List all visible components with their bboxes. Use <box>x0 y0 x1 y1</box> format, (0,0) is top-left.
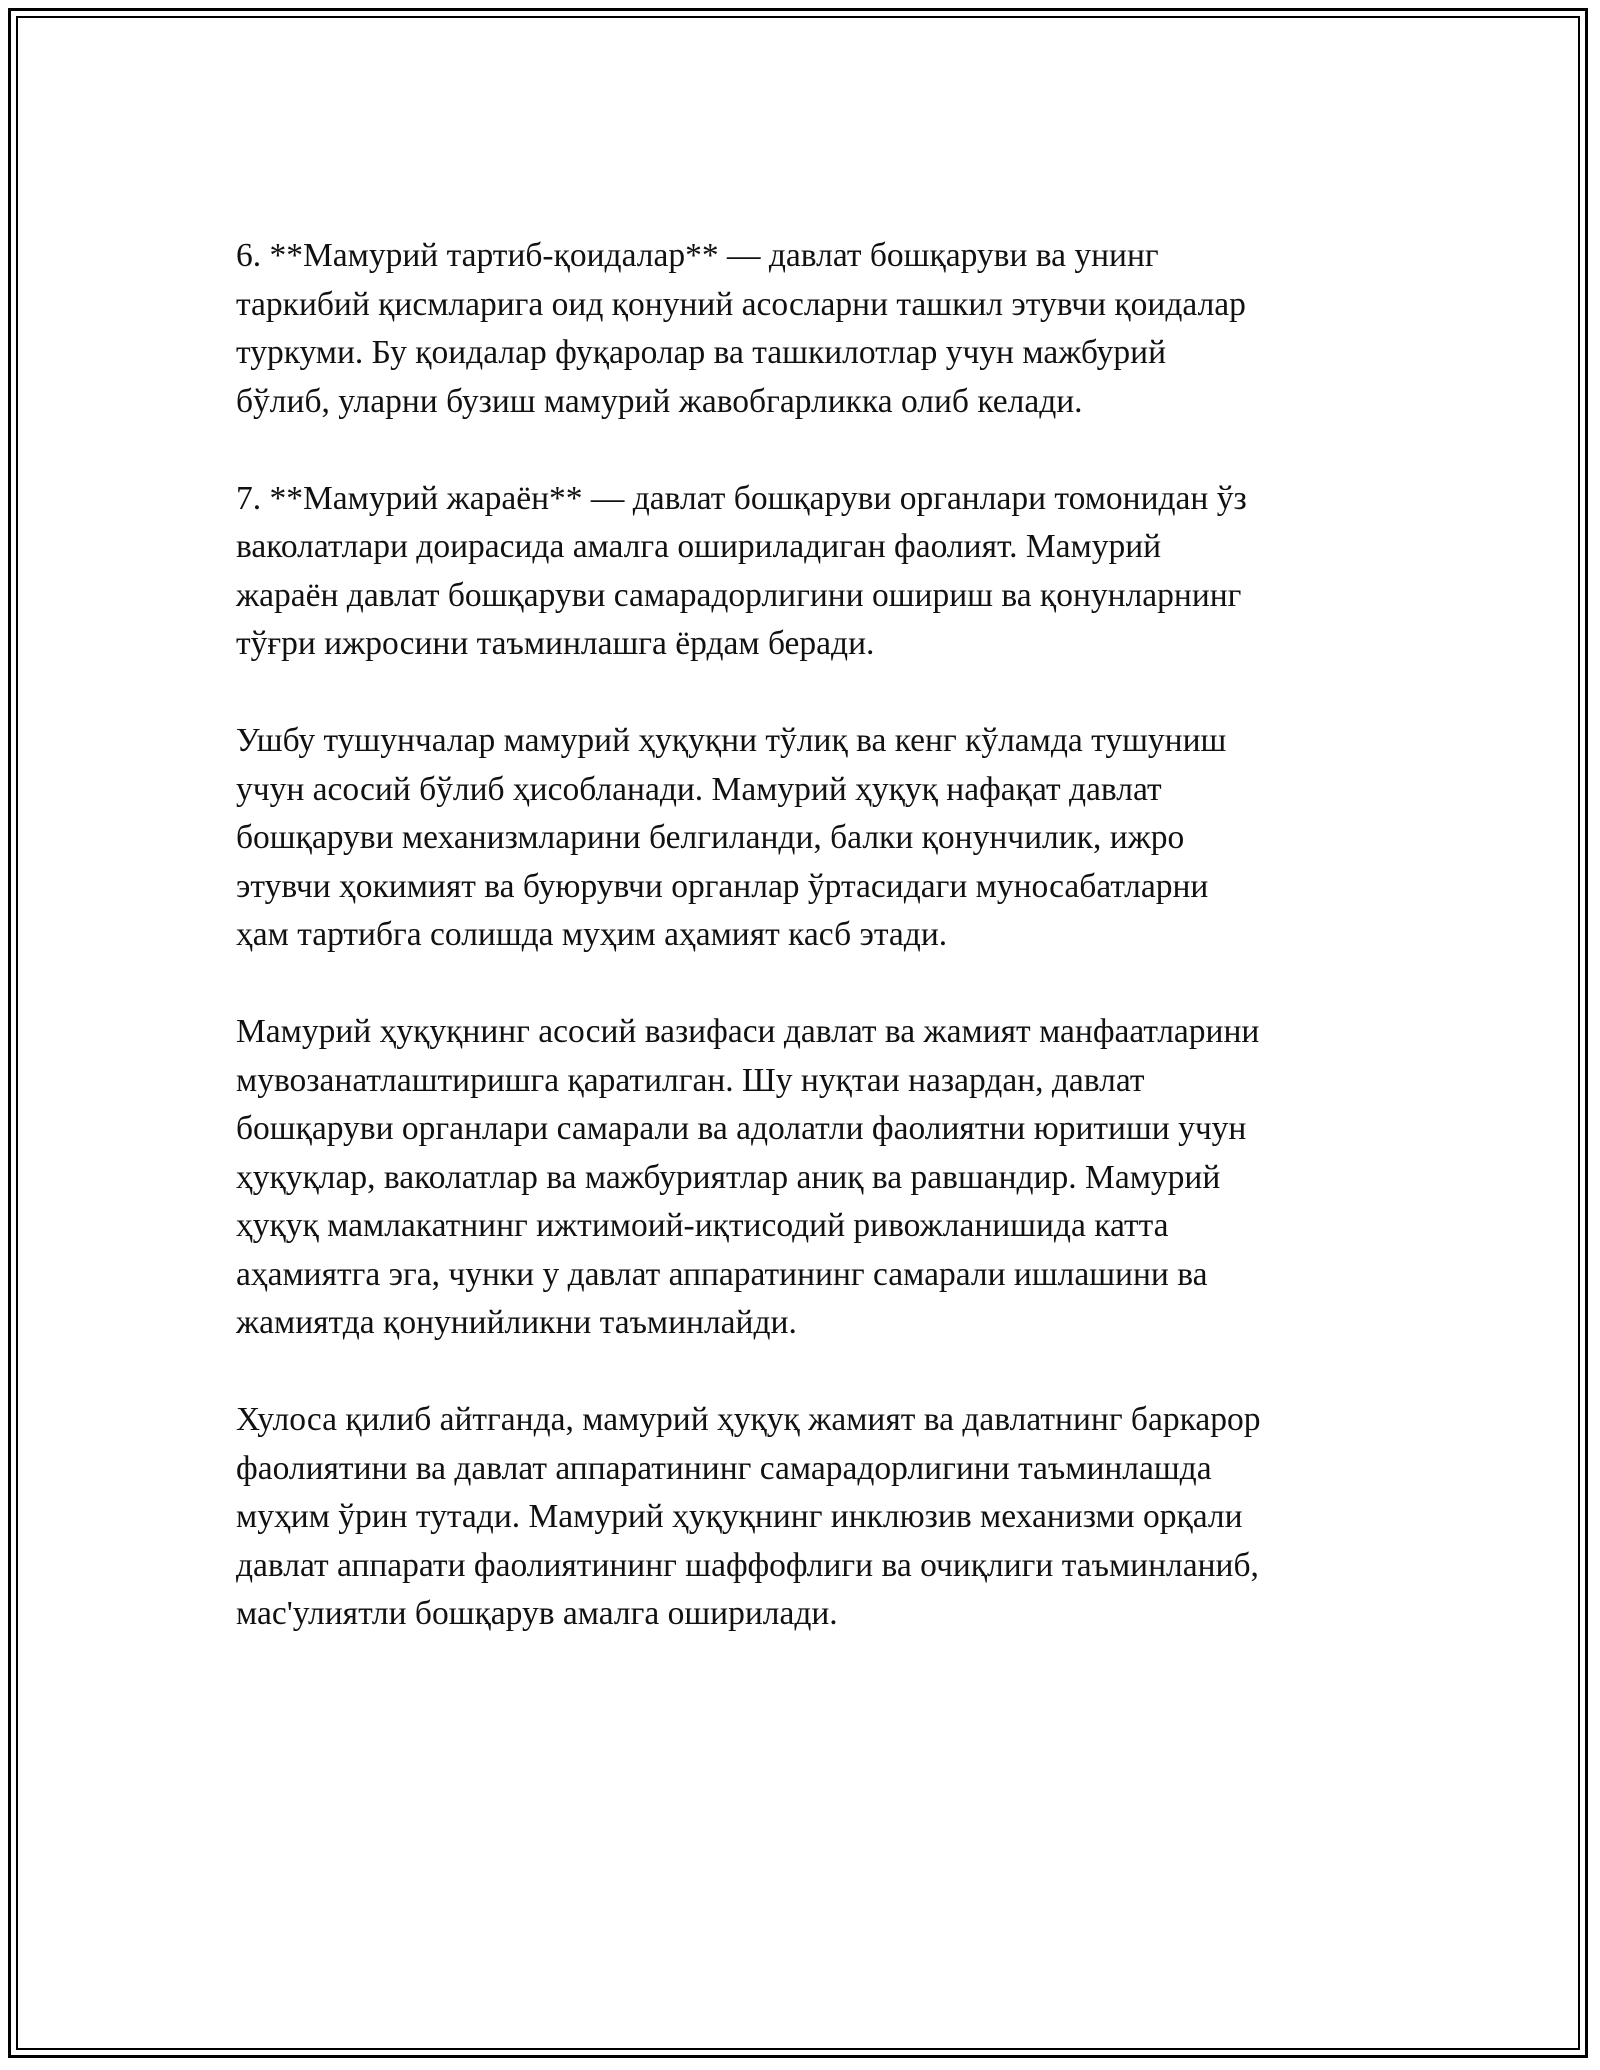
text-line: туркуми. Бу қоидалар фуқаролар ва ташкилотлар учун мажбурий <box>236 334 1167 371</box>
paragraph-concepts-summary <box>236 717 1376 960</box>
paragraph-conclusion <box>236 1396 1376 1639</box>
text-line: 7. **Мамурий жараён** — давлат бошқаруви органлари томонидан ўз <box>236 479 1247 517</box>
text-line: бошқаруви органлари самарали ва адолатли фаолиятни юритиши учун <box>236 1110 1247 1147</box>
paragraph-main-function <box>236 1008 1376 1348</box>
text-line: бўлиб, уларни бузиш мамурий жавобгарликка олиб келади. <box>236 382 1083 420</box>
text-line: таркибий қисмларига оид қонуний асосларни ташкил этувчи қоидалар <box>236 285 1246 323</box>
text-line: Ушбу тушунчалар мамурий ҳуқуқни тўлиқ ва кенг кўламда тушуниш <box>236 722 1227 759</box>
text-line: этувчи ҳокимият ва буюрувчи органлар ўртасидаги муносабатларни <box>236 867 1209 905</box>
text-line: ҳам тартибга солишда муҳим аҳамият касб этади. <box>236 916 948 953</box>
text-line: бошқаруви механизмларини белгиланди, балки қонунчилик, ижро <box>236 819 1185 856</box>
document-body <box>236 232 1376 1687</box>
text-line: ҳуқуқлар, ваколатлар ва мажбуриятлар аниқ ва равшандир. Мамурий <box>236 1158 1221 1196</box>
paragraph-administrative-process <box>236 475 1376 669</box>
text-line: ваколатлари доирасида амалга ошириладиган фаолият. Мамурий <box>236 528 1162 565</box>
paragraph-administrative-rules <box>236 232 1376 426</box>
text-line: 6. **Мамурий тартиб-қоидалар** — давлат бошқаруви ва унинг <box>236 237 1159 274</box>
text-line: жараён давлат бошқаруви самарадорлигини ошириш ва қонунларнинг <box>236 576 1242 614</box>
text-line: тўғри ижросини таъминлашга ёрдам беради. <box>236 625 875 662</box>
text-line: фаолиятини ва давлат аппаратининг самарадорлигини таъминлашда <box>236 1449 1212 1487</box>
text-line: учун асосий бўлиб ҳисобланади. Мамурий ҳуқуқ нафақат давлат <box>236 770 1162 808</box>
text-line: мувозанатлаштиришга қаратилган. Шу нуқтаи назардан, давлат <box>236 1061 1145 1099</box>
text-line: Хулоса қилиб айтганда, мамурий ҳуқуқ жамият ва давлатнинг баркарор <box>236 1401 1261 1438</box>
text-line: ҳуқуқ мамлакатнинг ижтимоий-иқтисодий ривожланишида катта <box>236 1207 1169 1244</box>
text-line: мас'улиятли бошқарув амалга оширилади. <box>236 1595 838 1632</box>
text-line: аҳамиятга эга, чунки у давлат аппаратининг самарали ишлашини ва <box>236 1255 1208 1293</box>
text-line: муҳим ўрин тутади. Мамурий ҳуқуқнинг инклюзив механизми орқали <box>236 1498 1243 1535</box>
text-line: Мамурий ҳуқуқнинг асосий вазифаси давлат ва жамият манфаатларини <box>236 1013 1260 1050</box>
text-line: жамиятда қонунийликни таъминлайди. <box>236 1304 797 1341</box>
text-line: давлат аппарати фаолиятининг шаффофлиги ва очиқлиги таъминланиб, <box>236 1546 1259 1584</box>
